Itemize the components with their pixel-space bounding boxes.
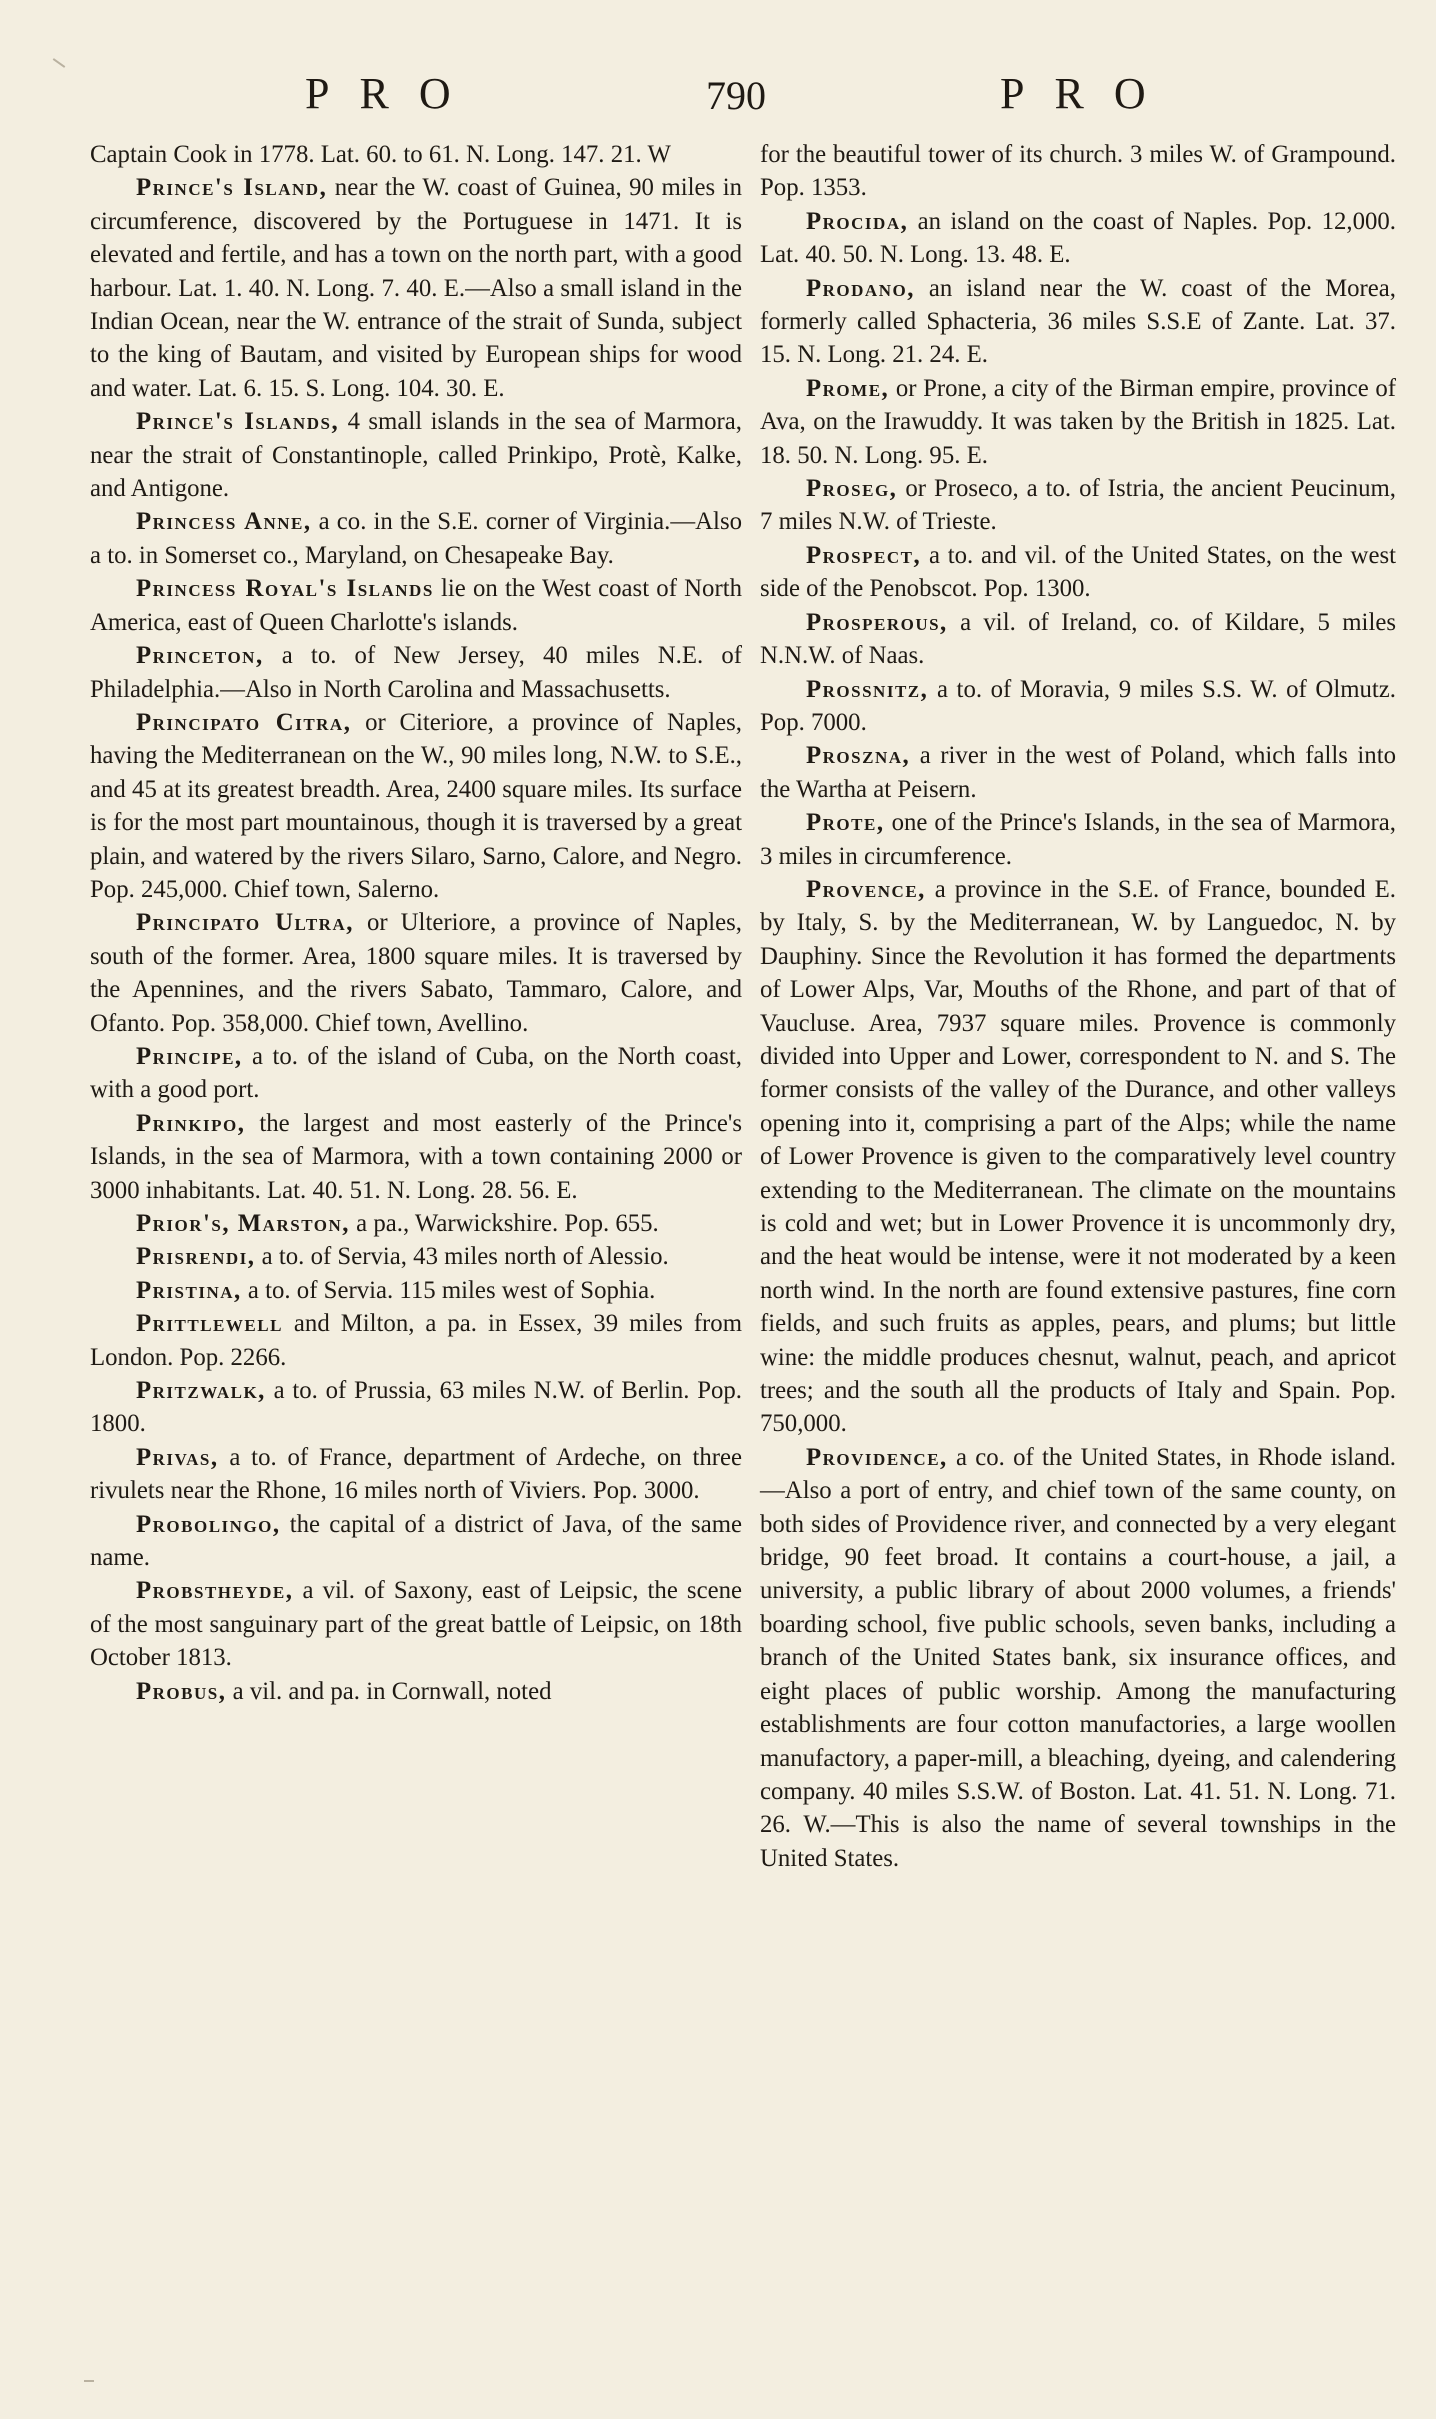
entry-text: a river in the west of Poland, which falls into the Wartha at Peisern.	[760, 742, 1396, 803]
entry-headword: Probus,	[136, 1677, 227, 1705]
entry-text: for the beautiful tower of its church. 3 miles W. of Grampound. Pop. 1353.	[760, 141, 1396, 202]
entry-headword: Princeton,	[136, 642, 264, 670]
entry-text: the capital of a district of Java, of the same name.	[90, 1510, 742, 1572]
entry-text: one of the Prince's Islands, in the sea of Marmora, 3 miles in circumference.	[760, 809, 1396, 870]
entry-text: a to. and vil. of the United States, on the west side of the Penobscot. Pop. 1300.	[760, 541, 1396, 603]
gazetteer-entry	[90, 138, 742, 171]
entry-headword: Providence,	[806, 1443, 948, 1471]
gazetteer-entry	[90, 171, 742, 405]
gazetteer-entry	[90, 405, 742, 505]
entry-headword: Prisrendi,	[136, 1243, 256, 1271]
gazetteer-entry	[760, 272, 1396, 372]
entry-text: an island on the coast of Naples. Pop. 12,000. Lat. 40. 50. N. Long. 13. 48. E.	[760, 207, 1396, 269]
entry-text: or Citeriore, a province of Naples, having the Mediterranean on the W., 90 miles long, N.W. to S.E., and 45 at its greatest breadth. Area, 2400 square miles. Its surface is for the most part mountainous, though it is traversed by a great plain, and watered by the rivers Silaro, Sarno, Calore, and Negro. Pop. 245,000. Chief town, Salerno.	[90, 708, 742, 903]
entry-headword: Prodano,	[806, 274, 915, 302]
header-right-guideword: PRO	[1000, 69, 1176, 118]
entry-text: a to. of France, department of Ardeche, on three rivulets near the Rhone, 16 miles north of Viviers. Pop. 3000.	[90, 1443, 742, 1505]
gazetteer-entry	[760, 205, 1396, 272]
entry-text: a vil. and pa. in Cornwall, noted	[226, 1677, 552, 1705]
gazetteer-entry	[90, 1441, 742, 1508]
entry-text: a co. in the S.E. corner of Virginia.—Also a to. in Somerset co., Maryland, on Chesapeake Bay.	[90, 508, 742, 569]
entry-headword: Prospect,	[806, 541, 922, 569]
entry-headword: Prome,	[806, 374, 890, 402]
gazetteer-entry	[90, 906, 742, 1040]
entry-text: a vil. of Saxony, east of Leipsic, the scene of the most sanguinary part of the great battle of Leipsic, on 18th October 1813.	[90, 1577, 742, 1672]
entry-headword: Prince's Island,	[136, 174, 328, 202]
gazetteer-entry	[760, 472, 1396, 539]
gazetteer-entry	[90, 1508, 742, 1575]
entry-headword: Proszna,	[806, 742, 911, 770]
entry-headword: Principato Citra,	[136, 708, 352, 736]
entry-headword: Probolingo,	[136, 1510, 281, 1538]
left-column	[90, 138, 742, 1708]
gazetteer-entry	[90, 1240, 742, 1273]
entry-text: a co. of the United States, in Rhode island.—Also a port of entry, and chief town of the same county, on both sides of Providence river, and connected by a very elegant bridge, 90 feet broad. It contains a court-house, a jail, a university, a public library of about 2000 volumes, a friends' boarding school, five public schools, seven banks, including a branch of the United States bank, six insurance offices, and eight places of public worship. Among the manufacturing establishments are four cotton manufactories, a large woollen manufactory, a paper-mill, a bleaching, dyeing, and calendering company. 40 miles S.S.W. of Boston. Lat. 41. 51. N. Long. 71. 26. W.—This is also the name of several townships in the United States.	[760, 1443, 1396, 1872]
gazetteer-entry	[90, 1274, 742, 1307]
entry-headword: Prinkipo,	[136, 1109, 246, 1137]
paper-speck	[53, 58, 66, 68]
gazetteer-entry	[90, 505, 742, 572]
entry-headword: Pritzwalk,	[136, 1377, 266, 1405]
entry-text: or Prone, a city of the Birman empire, province of Ava, on the Irawuddy. It was taken by the British in 1825. Lat. 18. 50. N. Long. 95. E.	[760, 374, 1396, 469]
entry-text: or Proseco, a to. of Istria, the ancient Peucinum, 7 miles N.W. of Trieste.	[760, 475, 1396, 536]
entry-headword: Procida,	[806, 207, 909, 235]
entry-headword: Princess Anne,	[136, 508, 312, 536]
entry-text: Captain Cook in 1778. Lat. 60. to 61. N. Long. 147. 21. W	[90, 141, 671, 168]
page-number: 790	[706, 73, 766, 118]
entry-text: and Milton, a pa. in Essex, 39 miles from London. Pop. 2266.	[90, 1310, 742, 1371]
gazetteer-entry	[760, 539, 1396, 606]
gazetteer-entry	[90, 1040, 742, 1107]
entry-headword: Pristina,	[136, 1276, 242, 1304]
entry-headword: Prosperous,	[806, 608, 948, 636]
entry-headword: Proseg,	[806, 475, 898, 503]
gazetteer-entry	[90, 706, 742, 906]
running-header	[0, 68, 1436, 128]
gazetteer-entry	[760, 606, 1396, 673]
entry-headword: Prince's Islands,	[136, 408, 340, 436]
gazetteer-entry	[90, 572, 742, 639]
entry-text: a to. of Servia, 43 miles north of Alessio.	[255, 1243, 669, 1271]
gazetteer-entry	[760, 739, 1396, 806]
entry-text: a to. of Prussia, 63 miles N.W. of Berlin. Pop. 1800.	[90, 1377, 742, 1438]
right-column	[760, 138, 1396, 1875]
gazetteer-entry	[90, 1675, 742, 1708]
gazetteer-entry	[760, 1441, 1396, 1875]
entry-headword: Provence,	[806, 875, 926, 903]
entry-headword: Principe,	[136, 1042, 243, 1070]
entry-text: a pa., Warwickshire. Pop. 655.	[349, 1210, 659, 1237]
gazetteer-entry	[760, 806, 1396, 873]
entry-headword: Princess Royal's Islands	[136, 575, 434, 603]
gazetteer-entry	[760, 873, 1396, 1441]
gazetteer-entry	[90, 1307, 742, 1374]
paper-speck	[84, 2380, 94, 2382]
entry-text: a vil. of Ireland, co. of Kildare, 5 miles N.N.W. of Naas.	[760, 608, 1396, 670]
entry-text: a province in the S.E. of France, bounded E. by Italy, S. by the Mediterranean, W. by Languedoc, N. by Dauphiny. Since the Revolution it has formed the departments of Lower Alps, Var, Mouths of the Rhone, and part of that of Vaucluse. Area, 7937 square miles. Provence is commonly divided into Upper and Lower, correspondent to N. and S. The former consists of the valley of the Durance, and other valleys opening into it, comprising a part of the Alps; while the name of Lower Provence is given to the comparatively level country extending to the Mediterranean. The climate on the mountains is cold and wet; but in Lower Provence it is uncommonly dry, and the heat would be intense, were it not moderated by a keen north wind. In the north are found extensive pastures, fine corn fields, and such fruits as apples, pears, and plums; but little wine: the middle produces chesnut, walnut, peach, and apricot trees; and the south all the products of Italy and Spain. Pop. 750,000.	[760, 875, 1396, 1438]
entry-headword: Principato Ultra,	[136, 909, 354, 937]
entry-headword: Prior's, Marston,	[136, 1210, 350, 1237]
entry-text: 4 small islands in the sea of Marmora, near the strait of Constantinople, called Prinkipo, Protè, Kalke, and Antigone.	[90, 408, 742, 503]
entry-headword: Probstheyde,	[136, 1577, 294, 1605]
entry-text: the largest and most easterly of the Prince's Islands, in the sea of Marmora, with a town containing 2000 or 3000 inhabitants. Lat. 40. 51. N. Long. 28. 56. E.	[90, 1109, 742, 1204]
entry-headword: Privas,	[136, 1443, 219, 1471]
entry-text: a to. of Moravia, 9 miles S.S. W. of Olmutz. Pop. 7000.	[760, 675, 1396, 736]
entry-text: an island near the W. coast of the Morea, formerly called Sphacteria, 36 miles S.S.E of Zante. Lat. 37. 15. N. Long. 21. 24. E.	[760, 274, 1396, 369]
gazetteer-entry	[90, 1574, 742, 1674]
entry-text: a to. of New Jersey, 40 miles N.E. of Philadelphia.—Also in North Carolina and Massachusetts.	[90, 642, 742, 703]
entry-text: a to. of the island of Cuba, on the North coast, with a good port.	[90, 1042, 742, 1104]
gazetteer-entry	[90, 1374, 742, 1441]
entry-headword: Prote,	[806, 809, 885, 837]
gazetteer-entry	[760, 673, 1396, 740]
entry-text: lie on the West coast of North America, east of Queen Charlotte's islands.	[90, 575, 743, 636]
entry-headword: Prittlewell	[136, 1310, 283, 1338]
gazetteer-entry	[760, 372, 1396, 472]
gazetteer-entry	[760, 138, 1396, 205]
gazetteer-entry	[90, 1207, 742, 1240]
entry-headword: Prossnitz,	[806, 675, 929, 703]
header-left-guideword: PRO	[305, 69, 481, 118]
entry-text: or Ulteriore, a province of Naples, south of the former. Area, 1800 square miles. It is traversed by the Apennines, and the rivers Sabato, Tammaro, Calore, and Ofanto. Pop. 358,000. Chief town, Avellino.	[90, 909, 742, 1037]
entry-text: near the W. coast of Guinea, 90 miles in circumference, discovered by the Portuguese in 1471. It is elevated and fertile, and has a town on the north part, with a good harbour. Lat. 1. 40. N. Long. 7. 40. E.—Also a small island in the Indian Ocean, near the W. entrance of the strait of Sunda, subject to the king of Bautam, and visited by European ships for wood and water. Lat. 6. 15. S. Long. 104. 30. E.	[90, 174, 743, 402]
entry-text: a to. of Servia. 115 miles west of Sophia.	[241, 1276, 656, 1304]
gazetteer-entry	[90, 1107, 742, 1207]
gazetteer-entry	[90, 639, 742, 706]
